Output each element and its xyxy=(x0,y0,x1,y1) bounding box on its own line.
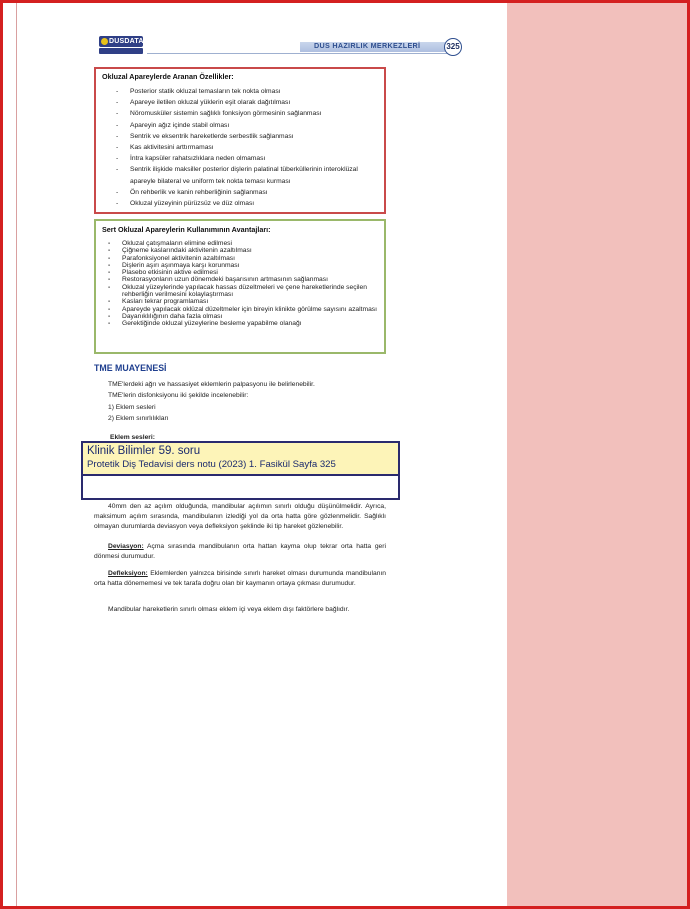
list-item: - Apareye iletilen okluzal yüklerin eşit olarak dağıtılması xyxy=(114,97,382,108)
list-item: - Restorasyonların uzun dönemdeki başarısının artmasının sağlanması xyxy=(108,276,380,283)
tme-paragraph-1: TME'lerdeki ağrı ve hassasiyet eklemlerin palpasyonu ile belirlenebilir. xyxy=(108,381,315,388)
avantajlar-box xyxy=(94,219,386,354)
logo-underbar xyxy=(99,48,143,54)
list-item: - Apareyin ağız içinde stabil olması xyxy=(114,120,382,131)
header-rule xyxy=(147,53,447,54)
list-item: - Okluzal çatışmaların elimine edilmesi xyxy=(108,240,380,247)
tme-paragraph-2: TME'lerin disfonksiyonu iki şekilde incelenebilir: xyxy=(108,392,249,399)
mandibular-acilim-paragraph: 40mm den az açılım olduğunda, mandibular açılımın sınırlı olduğu düşünülmelidir. Ayrıca, maksimum açılım sırasında, mandibulanın izlediği yol da orta hatta göre gözlenmelidir. Sağlıklı olmayan durumlarda deviasyon veya defleksiyon şeklinde iki tip hareket gözlenebilir. xyxy=(94,503,386,530)
eklem-sesleri-heading: Eklem sesleri: xyxy=(110,434,155,441)
list-item: - Okluzal yüzeylerinde yapılacak hassas düzeltmeleri ve çene hareketlerinde seçilen rehberliğin verilmesini kolaylaştırması xyxy=(108,284,380,299)
box1-title: Okluzal Apareylerde Aranan Özellikler: xyxy=(102,72,234,81)
list-item: - Sentrik ilişkide maksiller posterior dişlerin palatinal tüberküllerinin interoklüzal apareyle bilateral ve uniform tek nokta teması kurması xyxy=(114,164,382,186)
aranan-ozellikler-box xyxy=(94,67,386,214)
box2-title: Sert Okluzal Apareylerin Kullanımının Avantajları: xyxy=(102,225,271,234)
logo-text: DUSDATA xyxy=(99,36,143,47)
list-item: - Posterior statik okluzal temasların tek nokta olması xyxy=(114,86,382,97)
annotation-header xyxy=(83,443,398,474)
defleksiyon-text: Eklemlerden yalnızca birisinde sınırlı hareket olması durumunda mandibulanın orta hatta dönememesi ve tek tarafa doğru olan bir kaymanın ortaya çıkması durumudur. xyxy=(94,570,386,587)
list-item: - Parafonksiyonel aktivitenin azaltılması xyxy=(108,255,380,262)
annotation-divider xyxy=(83,474,398,476)
list-item: - İntra kapsüler rahatsızlıklara neden olmaması xyxy=(114,153,382,164)
source-annotation-box xyxy=(81,441,400,500)
question-reference: Klinik Bilimler 59. soru xyxy=(87,445,201,457)
logo-emblem-icon xyxy=(101,38,108,45)
deviasyon-label: Deviasyon: xyxy=(108,543,144,550)
defleksiyon-paragraph xyxy=(94,569,386,589)
list-item: - Dişlerin aşırı aşınmaya karşı korunması xyxy=(108,262,380,269)
defleksiyon-label: Defleksiyon: xyxy=(108,570,148,577)
box1-list xyxy=(114,86,382,209)
list-item: - Ön rehberlik ve kanin rehberliğinin sağlanması xyxy=(114,187,382,198)
tme-list-item-1: 1) Eklem sesleri xyxy=(108,404,156,411)
list-item: - Kas aktivitesini arttırmaması xyxy=(114,142,382,153)
list-item: - Okluzal yüzeyinin pürüzsüz ve düz olması xyxy=(114,198,382,209)
right-sidebar-panel xyxy=(507,3,687,906)
dusdata-logo xyxy=(99,36,143,54)
box2-list xyxy=(108,240,380,328)
list-item: - Apareyde yapılacak oklüzal düzeltmeler için bireyin klinikte görülme sayısını azaltması xyxy=(108,306,380,313)
list-item: - Dayanıklılığının daha fazla olması xyxy=(108,313,380,320)
left-margin-strip xyxy=(3,3,17,906)
list-item: - Gerektiğinde okluzal yüzeylerine besleme yapabilme olanağı xyxy=(108,320,380,327)
page-number-badge: 325 xyxy=(444,38,462,56)
list-item: - Çiğneme kaslarındaki aktivitenin azaltılması xyxy=(108,247,380,254)
closing-paragraph: Mandibular hareketlerin sınırlı olması eklem içi veya eklem dışı faktörlere bağlıdır. xyxy=(108,606,350,613)
tme-list-item-2: 2) Eklem sınırlılıkları xyxy=(108,415,169,422)
header-title: DUS HAZIRLIK MERKEZLERİ xyxy=(314,41,421,50)
list-item: - Sentrik ve eksentrik hareketlerde serbestlik sağlanması xyxy=(114,131,382,142)
source-reference: Protetik Diş Tedavisi ders notu (2023) 1. Fasikül Sayfa 325 xyxy=(87,459,336,470)
list-item: - Plasebo etkisinin aktive edilmesi xyxy=(108,269,380,276)
section-title: TME MUAYENESİ xyxy=(94,363,167,373)
list-item: - Kasları tekrar programlaması xyxy=(108,298,380,305)
deviasyon-text: Açma sırasında mandibulanın orta hattan kayma olup tekrar orta hatta geri dönmesi durumudur. xyxy=(94,543,386,560)
list-item: - Nöromusküler sistemin sağlıklı fonksiyon görmesinin sağlanması xyxy=(114,108,382,119)
deviasyon-paragraph xyxy=(94,542,386,562)
